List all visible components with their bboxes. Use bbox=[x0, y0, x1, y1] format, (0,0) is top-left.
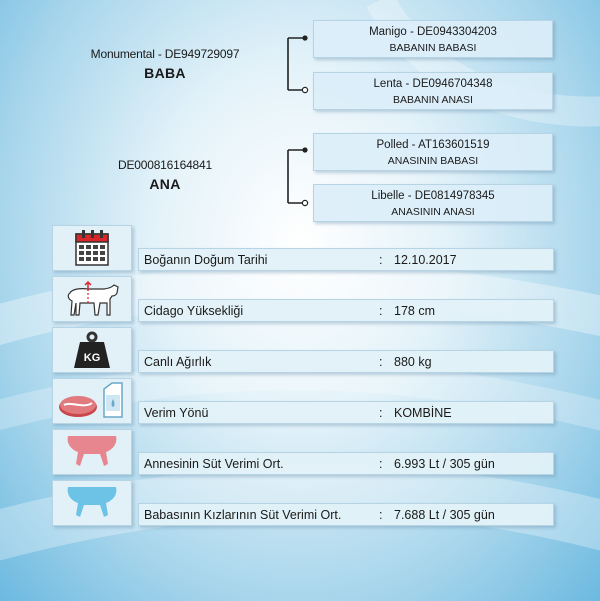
attribute-label: Canlı Ağırlık bbox=[144, 355, 212, 369]
grandparent-role: BABANIN ANASI bbox=[393, 94, 473, 106]
attribute-row-dam-milk-yield bbox=[52, 429, 554, 475]
attribute-separator: : bbox=[379, 253, 383, 267]
attribute-separator: : bbox=[379, 457, 383, 471]
attribute-value: 178 cm bbox=[394, 304, 435, 318]
attribute-bar bbox=[138, 248, 554, 271]
svg-text:KG: KG bbox=[83, 352, 101, 364]
grandparent-box-paternal-mother bbox=[313, 72, 553, 110]
attribute-label: Verim Yönü bbox=[144, 406, 209, 420]
attribute-value: 6.993 Lt / 305 gün bbox=[394, 457, 495, 471]
weight-icon bbox=[52, 327, 132, 373]
mother-label bbox=[100, 158, 230, 192]
udder-pink-icon bbox=[52, 429, 132, 475]
cow-icon bbox=[52, 276, 132, 322]
attribute-value: 12.10.2017 bbox=[394, 253, 457, 267]
grandparent-id: Polled - AT163601519 bbox=[376, 139, 490, 151]
grandparent-box-maternal-mother bbox=[313, 184, 553, 222]
attribute-value: KOMBİNE bbox=[394, 406, 452, 420]
attribute-bar bbox=[138, 299, 554, 322]
father-role: BABA bbox=[144, 65, 186, 81]
grandparent-role: ANASININ BABASI bbox=[387, 155, 479, 167]
attribute-row-withers-height bbox=[52, 276, 554, 322]
attribute-label: Boğanın Doğum Tarihi bbox=[144, 253, 268, 267]
mother-id: DE000816164841 bbox=[118, 158, 212, 172]
grandparent-role: ANASININ ANASI bbox=[391, 206, 475, 218]
attribute-label: Babasının Kızlarının Süt Verimi Ort. bbox=[144, 508, 342, 522]
attribute-label: Cidago Yüksekliği bbox=[144, 304, 244, 318]
calendar-icon bbox=[52, 225, 132, 271]
grandparent-box-maternal-father bbox=[313, 133, 553, 171]
attribute-label: Annesinin Süt Verimi Ort. bbox=[144, 457, 284, 471]
attribute-bar bbox=[138, 452, 554, 475]
father-id: Monumental - DE949729097 bbox=[90, 47, 240, 61]
attribute-value: 880 kg bbox=[394, 355, 432, 369]
mother-role: ANA bbox=[149, 176, 181, 192]
father-label bbox=[80, 47, 250, 81]
attribute-bar bbox=[138, 401, 554, 424]
attribute-separator: : bbox=[379, 355, 383, 369]
grandparent-box-paternal-father bbox=[313, 20, 553, 58]
grandparent-id: Lenta - DE0946704348 bbox=[373, 78, 493, 90]
attribute-bar bbox=[138, 350, 554, 373]
grandparent-role: BABANIN BABASI bbox=[389, 42, 477, 54]
attribute-row-birth-date bbox=[52, 225, 554, 271]
udder-blue-icon bbox=[52, 480, 132, 526]
attribute-row-yield-direction bbox=[52, 378, 554, 424]
meat-milk-icon bbox=[52, 378, 132, 424]
attribute-separator: : bbox=[379, 304, 383, 318]
attribute-separator: : bbox=[379, 406, 383, 420]
attribute-value: 7.688 Lt / 305 gün bbox=[394, 508, 495, 522]
attribute-row-live-weight bbox=[52, 327, 554, 373]
grandparent-id: Libelle - DE0814978345 bbox=[371, 190, 495, 202]
attribute-separator: : bbox=[379, 508, 383, 522]
attribute-bar bbox=[138, 503, 554, 526]
grandparent-id: Manigo - DE0943304203 bbox=[369, 26, 497, 38]
attribute-row-sire-daughters-milk-yield bbox=[52, 480, 554, 526]
